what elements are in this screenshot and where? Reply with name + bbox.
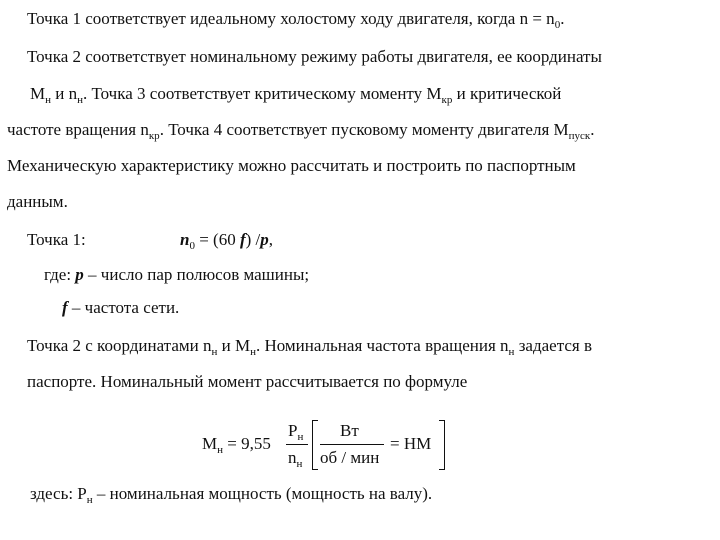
subscript: н bbox=[297, 431, 304, 443]
subscript: н bbox=[86, 494, 93, 506]
text-line-data bbox=[7, 192, 68, 212]
text: . bbox=[590, 120, 595, 139]
point1-label bbox=[27, 230, 86, 250]
text: частоте вращения n bbox=[7, 120, 149, 139]
text: Точка 2 соответствует номинальному режиму работы двигателя, ее координаты bbox=[27, 47, 602, 66]
subscript: н bbox=[217, 444, 224, 456]
formula-denominator bbox=[288, 448, 302, 468]
text: M bbox=[30, 84, 46, 103]
text: и критической bbox=[452, 84, 562, 103]
text: . Номинальная частота вращения n bbox=[255, 336, 509, 355]
text-line-passport bbox=[27, 372, 467, 392]
text-line-point1-intro bbox=[27, 9, 564, 29]
text: n bbox=[288, 448, 297, 467]
text-line-critical-frequency bbox=[7, 120, 595, 140]
subscript: кр bbox=[148, 130, 160, 142]
text: и n bbox=[51, 84, 78, 103]
formula-numerator bbox=[288, 421, 303, 441]
text: Точка 2 с координатами n bbox=[27, 336, 212, 355]
text-line-point2-intro bbox=[27, 47, 602, 67]
text-line-coordinates bbox=[30, 84, 561, 104]
point1-where-p bbox=[44, 265, 309, 285]
text: ) / bbox=[245, 230, 261, 249]
text-line-mechanical bbox=[7, 156, 576, 176]
text: . Точка 4 соответствует пусковому моменту двигателя M bbox=[159, 120, 569, 139]
text: Механическую характеристику можно рассчитать и построить по паспортным bbox=[7, 156, 576, 175]
text: = НМ bbox=[390, 434, 432, 453]
subscript: н bbox=[45, 94, 52, 106]
text: – частота сети. bbox=[67, 298, 180, 317]
subscript: кр bbox=[441, 94, 453, 106]
subscript: 0 bbox=[554, 19, 561, 31]
text: . Точка 3 соответствует критическому моменту M bbox=[83, 84, 442, 103]
text: = 9,55 bbox=[223, 434, 271, 453]
point1-where-f bbox=[62, 298, 179, 318]
text-line-rated-power bbox=[30, 484, 432, 504]
variable-f: f bbox=[62, 298, 68, 317]
text: и M bbox=[217, 336, 251, 355]
text: . bbox=[560, 9, 565, 28]
text: Точка 1 соответствует идеальному холостому ходу двигателя, когда n = n bbox=[27, 9, 555, 28]
unit-numerator bbox=[340, 421, 359, 441]
subscript: пуск bbox=[568, 130, 591, 142]
unit-denominator bbox=[320, 448, 379, 468]
text: P bbox=[288, 421, 298, 440]
formula-lhs bbox=[202, 434, 271, 454]
fraction-bar bbox=[286, 444, 308, 445]
subscript: н bbox=[211, 346, 218, 358]
text: где: bbox=[44, 265, 76, 284]
subscript: 0 bbox=[189, 240, 195, 252]
text: паспорте. Номинальный момент рассчитывается по формуле bbox=[27, 372, 468, 391]
text: об / мин bbox=[320, 448, 380, 467]
text: – число пар полюсов машины; bbox=[83, 265, 310, 284]
formula-result bbox=[390, 434, 431, 454]
subscript: н bbox=[77, 94, 84, 106]
subscript: н bbox=[508, 346, 515, 358]
left-bracket bbox=[312, 420, 318, 470]
text: здесь: P bbox=[30, 484, 87, 503]
text: данным. bbox=[7, 192, 68, 211]
text: M bbox=[202, 434, 218, 453]
unit-fraction-bar bbox=[320, 444, 384, 445]
text: задается в bbox=[514, 336, 592, 355]
variable-p: p bbox=[75, 265, 84, 284]
text: = (60 bbox=[194, 230, 240, 249]
right-bracket bbox=[439, 420, 445, 470]
subscript: н bbox=[296, 458, 303, 470]
variable-n: n bbox=[180, 230, 190, 249]
text: , bbox=[268, 230, 274, 249]
variable-f: f bbox=[239, 230, 246, 249]
variable-p: p bbox=[260, 230, 269, 249]
point1-formula bbox=[180, 230, 273, 250]
text: – номинальная мощность (мощность на валу). bbox=[92, 484, 433, 503]
text: Вт bbox=[340, 421, 359, 440]
subscript: н bbox=[250, 346, 256, 358]
text-line-point2-coords bbox=[27, 336, 592, 356]
text: Точка 1: bbox=[27, 230, 86, 249]
